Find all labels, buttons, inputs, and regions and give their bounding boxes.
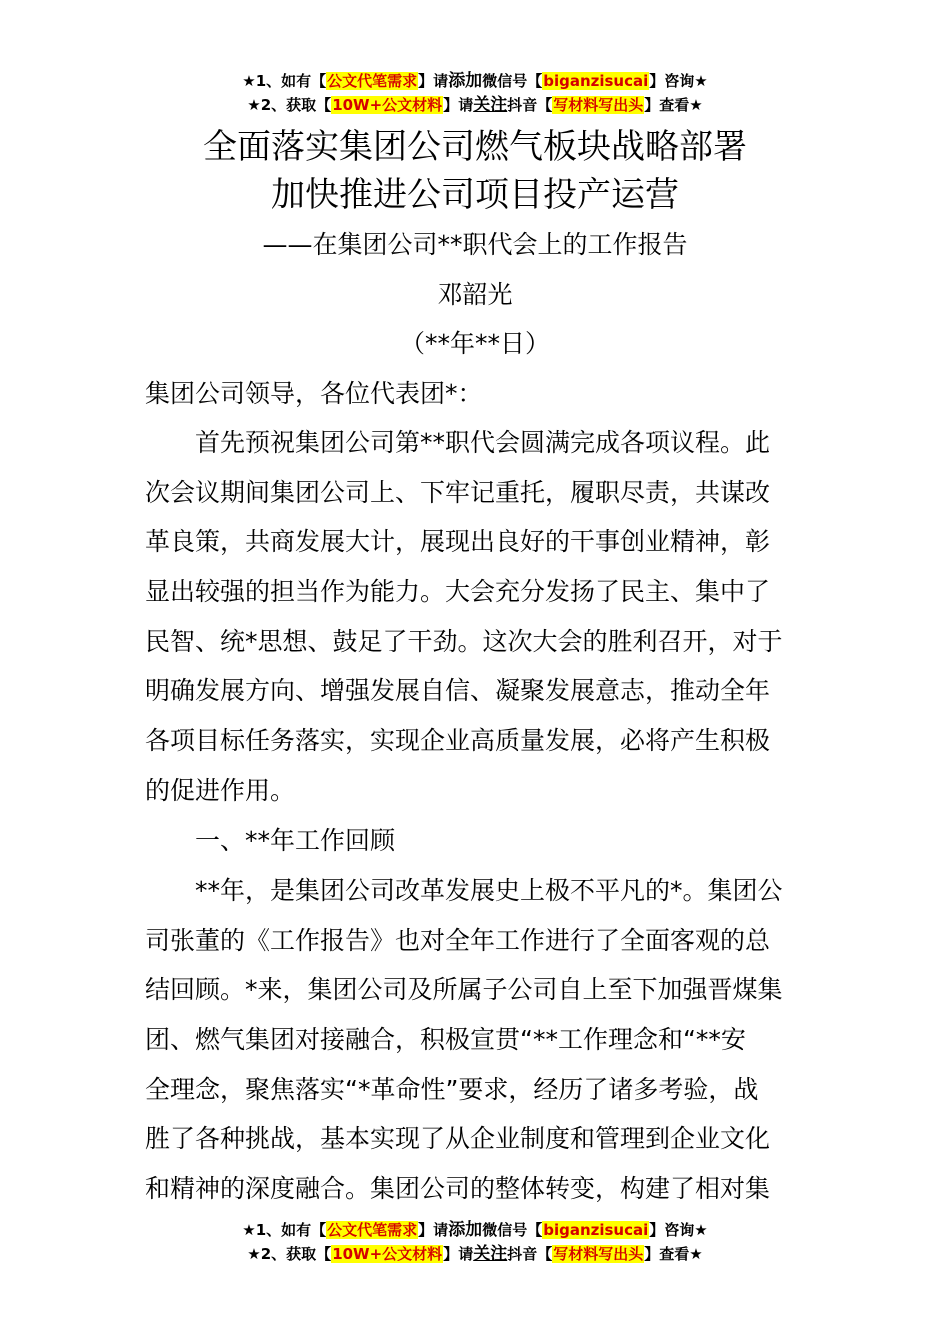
ad-text: 】请: [443, 1245, 474, 1263]
footer-ad-line-2: [0, 1243, 950, 1265]
paragraph-line: 结回顾。*来，集团公司及所属子公司自上至下加强晋煤集: [145, 975, 783, 1005]
ad-emphasis: 添加: [448, 1220, 483, 1240]
ad-text: 】咨询★: [649, 72, 708, 90]
ad-highlight: 10W+公文材料: [332, 1245, 443, 1263]
ad-text: 抖音【: [507, 96, 553, 114]
paragraph-line: 首先预祝集团公司第**职代会圆满完成各项议程。此: [195, 428, 771, 457]
paragraph-line: 革良策，共商发展大计，展现出良好的干事创业精神，彰: [145, 527, 771, 557]
paragraph-line: 和精神的深度融合。集团公司的整体转变，构建了相对集: [145, 1174, 771, 1204]
ad-emphasis: 关注: [473, 95, 508, 115]
salutation: [145, 369, 810, 419]
document-title-line-1: 全面落实集团公司燃气板块战略部署: [203, 127, 747, 167]
salutation-text: 集团公司领导，各位代表团*：: [145, 379, 483, 408]
header-ad-line-1: [0, 70, 950, 92]
ad-highlight: 公文代笔需求: [327, 72, 418, 90]
header-ad-line-2: [0, 94, 950, 116]
paragraph-line: 明确发展方向、增强发展自信、凝聚发展意志，推动全年: [145, 676, 771, 706]
ad-highlight: 公文代笔需求: [327, 1221, 418, 1239]
ad-text: 】请: [443, 96, 474, 114]
paragraph-line: 的促进作用。: [145, 775, 296, 805]
ad-text: ★1、如有【: [242, 72, 327, 90]
paragraph-line: 各项目标任务落实，实现企业高质量发展，必将产生积极: [145, 726, 771, 756]
document-title-line-2: 加快推进公司项目投产运营: [271, 175, 679, 215]
paragraph-line: 次会议期间集团公司上、下牢记重托，履职尽责，共谋改: [145, 477, 771, 507]
paragraph-line: 全理念，聚焦落实“*革命性”要求，经历了诸多考验，战: [145, 1074, 759, 1104]
ad-text: 微信号【: [482, 1221, 543, 1239]
ad-text: ★2、获取【: [247, 1245, 332, 1263]
ad-text: 】查看★: [644, 96, 703, 114]
ad-emphasis: 添加: [448, 71, 483, 91]
ad-text: 微信号【: [482, 72, 543, 90]
ad-text: 】请: [418, 72, 449, 90]
paragraph-line: 胜了各种挑战，基本实现了从企业制度和管理到企业文化: [145, 1124, 771, 1154]
ad-text: ★1、如有【: [242, 1221, 327, 1239]
ad-text: 】请: [418, 1221, 449, 1239]
paragraph-line: 显出较强的担当作为能力。大会充分发扬了民主、集中了: [145, 577, 771, 607]
document-author: 邓韶光: [437, 280, 513, 309]
ad-highlight: 10W+公文材料: [332, 96, 443, 114]
ad-highlight-wechat-id: biganzisucai: [543, 1221, 649, 1239]
ad-highlight-douyin: 写材料写出头: [553, 1245, 644, 1263]
ad-emphasis: 关注: [473, 1244, 508, 1264]
document-subtitle: ——在集团公司**职代会上的工作报告: [262, 230, 688, 259]
section-heading: 一、**年工作回顾: [195, 826, 396, 855]
ad-highlight-wechat-id: biganzisucai: [543, 72, 649, 90]
ad-highlight-douyin: 写材料写出头: [553, 96, 644, 114]
footer-ad-line-1: [0, 1219, 950, 1241]
paragraph-line: **年，是集团公司改革发展史上极不平凡的*。集团公: [195, 876, 783, 905]
section-1: [145, 816, 810, 866]
ad-text: ★2、获取【: [247, 96, 332, 114]
document-date: （**年**日）: [399, 329, 550, 358]
ad-text: 抖音【: [507, 1245, 553, 1263]
paragraph-line: 民智、统*思想、鼓足了干劲。这次大会的胜利召开，对于: [145, 626, 783, 656]
paragraph-line: 司张董的《工作报告》也对全年工作进行了全面客观的总: [145, 925, 771, 955]
ad-text: 】查看★: [644, 1245, 703, 1263]
ad-text: 】咨询★: [649, 1221, 708, 1239]
paragraph-2: [145, 866, 810, 1214]
paragraph-line: 团、燃气集团对接融合，积极宣贯“**工作理念和“**安: [145, 1025, 746, 1055]
paragraph-1: [145, 418, 810, 816]
